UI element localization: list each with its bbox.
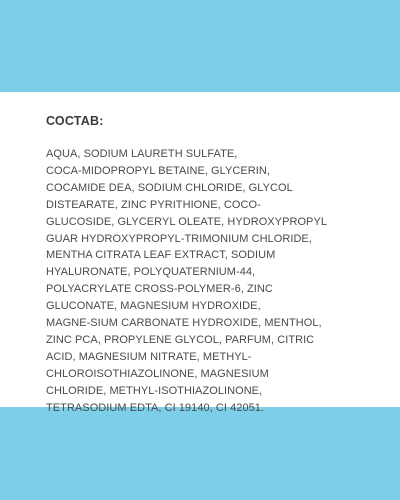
ingredients-line: ACID, MAGNESIUM NITRATE, METHYL- [46,350,252,363]
ingredients-line: MAGNE-SIUM CARBONATE HYDROXIDE, MENTHOL, [46,317,322,330]
ingredients-line: GLUCONATE, MAGNESIUM HYDROXIDE, [46,300,261,313]
bottom-color-band [0,407,400,500]
top-color-band [0,0,400,92]
ingredients-line: DISTEARATE, ZINC PYRITHIONE, COCO- [46,198,261,211]
ingredients-line: COCA-MIDOPROPYL BETAINE, GLYCERIN, [46,164,270,177]
ingredients-line: AQUA, SODIUM LAURETH SULFATE, [46,148,238,160]
ingredients-line: ZINC PCA, PROPYLENE GLYCOL, PARFUM, CITRIC [46,333,315,346]
ingredients-line: COCAMIDE DEA, SODIUM CHLORIDE, GLYCOL [46,181,293,194]
ingredients-line: GUAR HYDROXYPROPYL-TRIMONIUM CHLORIDE, [46,232,312,245]
ingredients-line: TETRASODIUM EDTA, CI 19140, CI 42051. [46,401,265,414]
ingredients-heading: СОСТАВ: [46,114,104,128]
ingredients-list [46,146,376,417]
ingredients-line: CHLOROISOTHIAZOLINONE, MAGNESIUM [46,367,269,380]
ingredients-line: CHLORIDE, METHYL-ISOTHIAZOLINONE, [46,384,263,397]
ingredients-line: POLYACRYLATE CROSS-POLYMER-6, ZINC [46,283,273,296]
ingredients-line: GLUCOSIDE, GLYCERYL OLEATE, HYDROXYPROPYL [46,215,328,228]
ingredients-line: HYALURONATE, POLYQUATERNIUM-44, [46,266,256,279]
ingredients-line: MENTHA CITRATA LEAF EXTRACT, SODIUM [46,249,276,262]
